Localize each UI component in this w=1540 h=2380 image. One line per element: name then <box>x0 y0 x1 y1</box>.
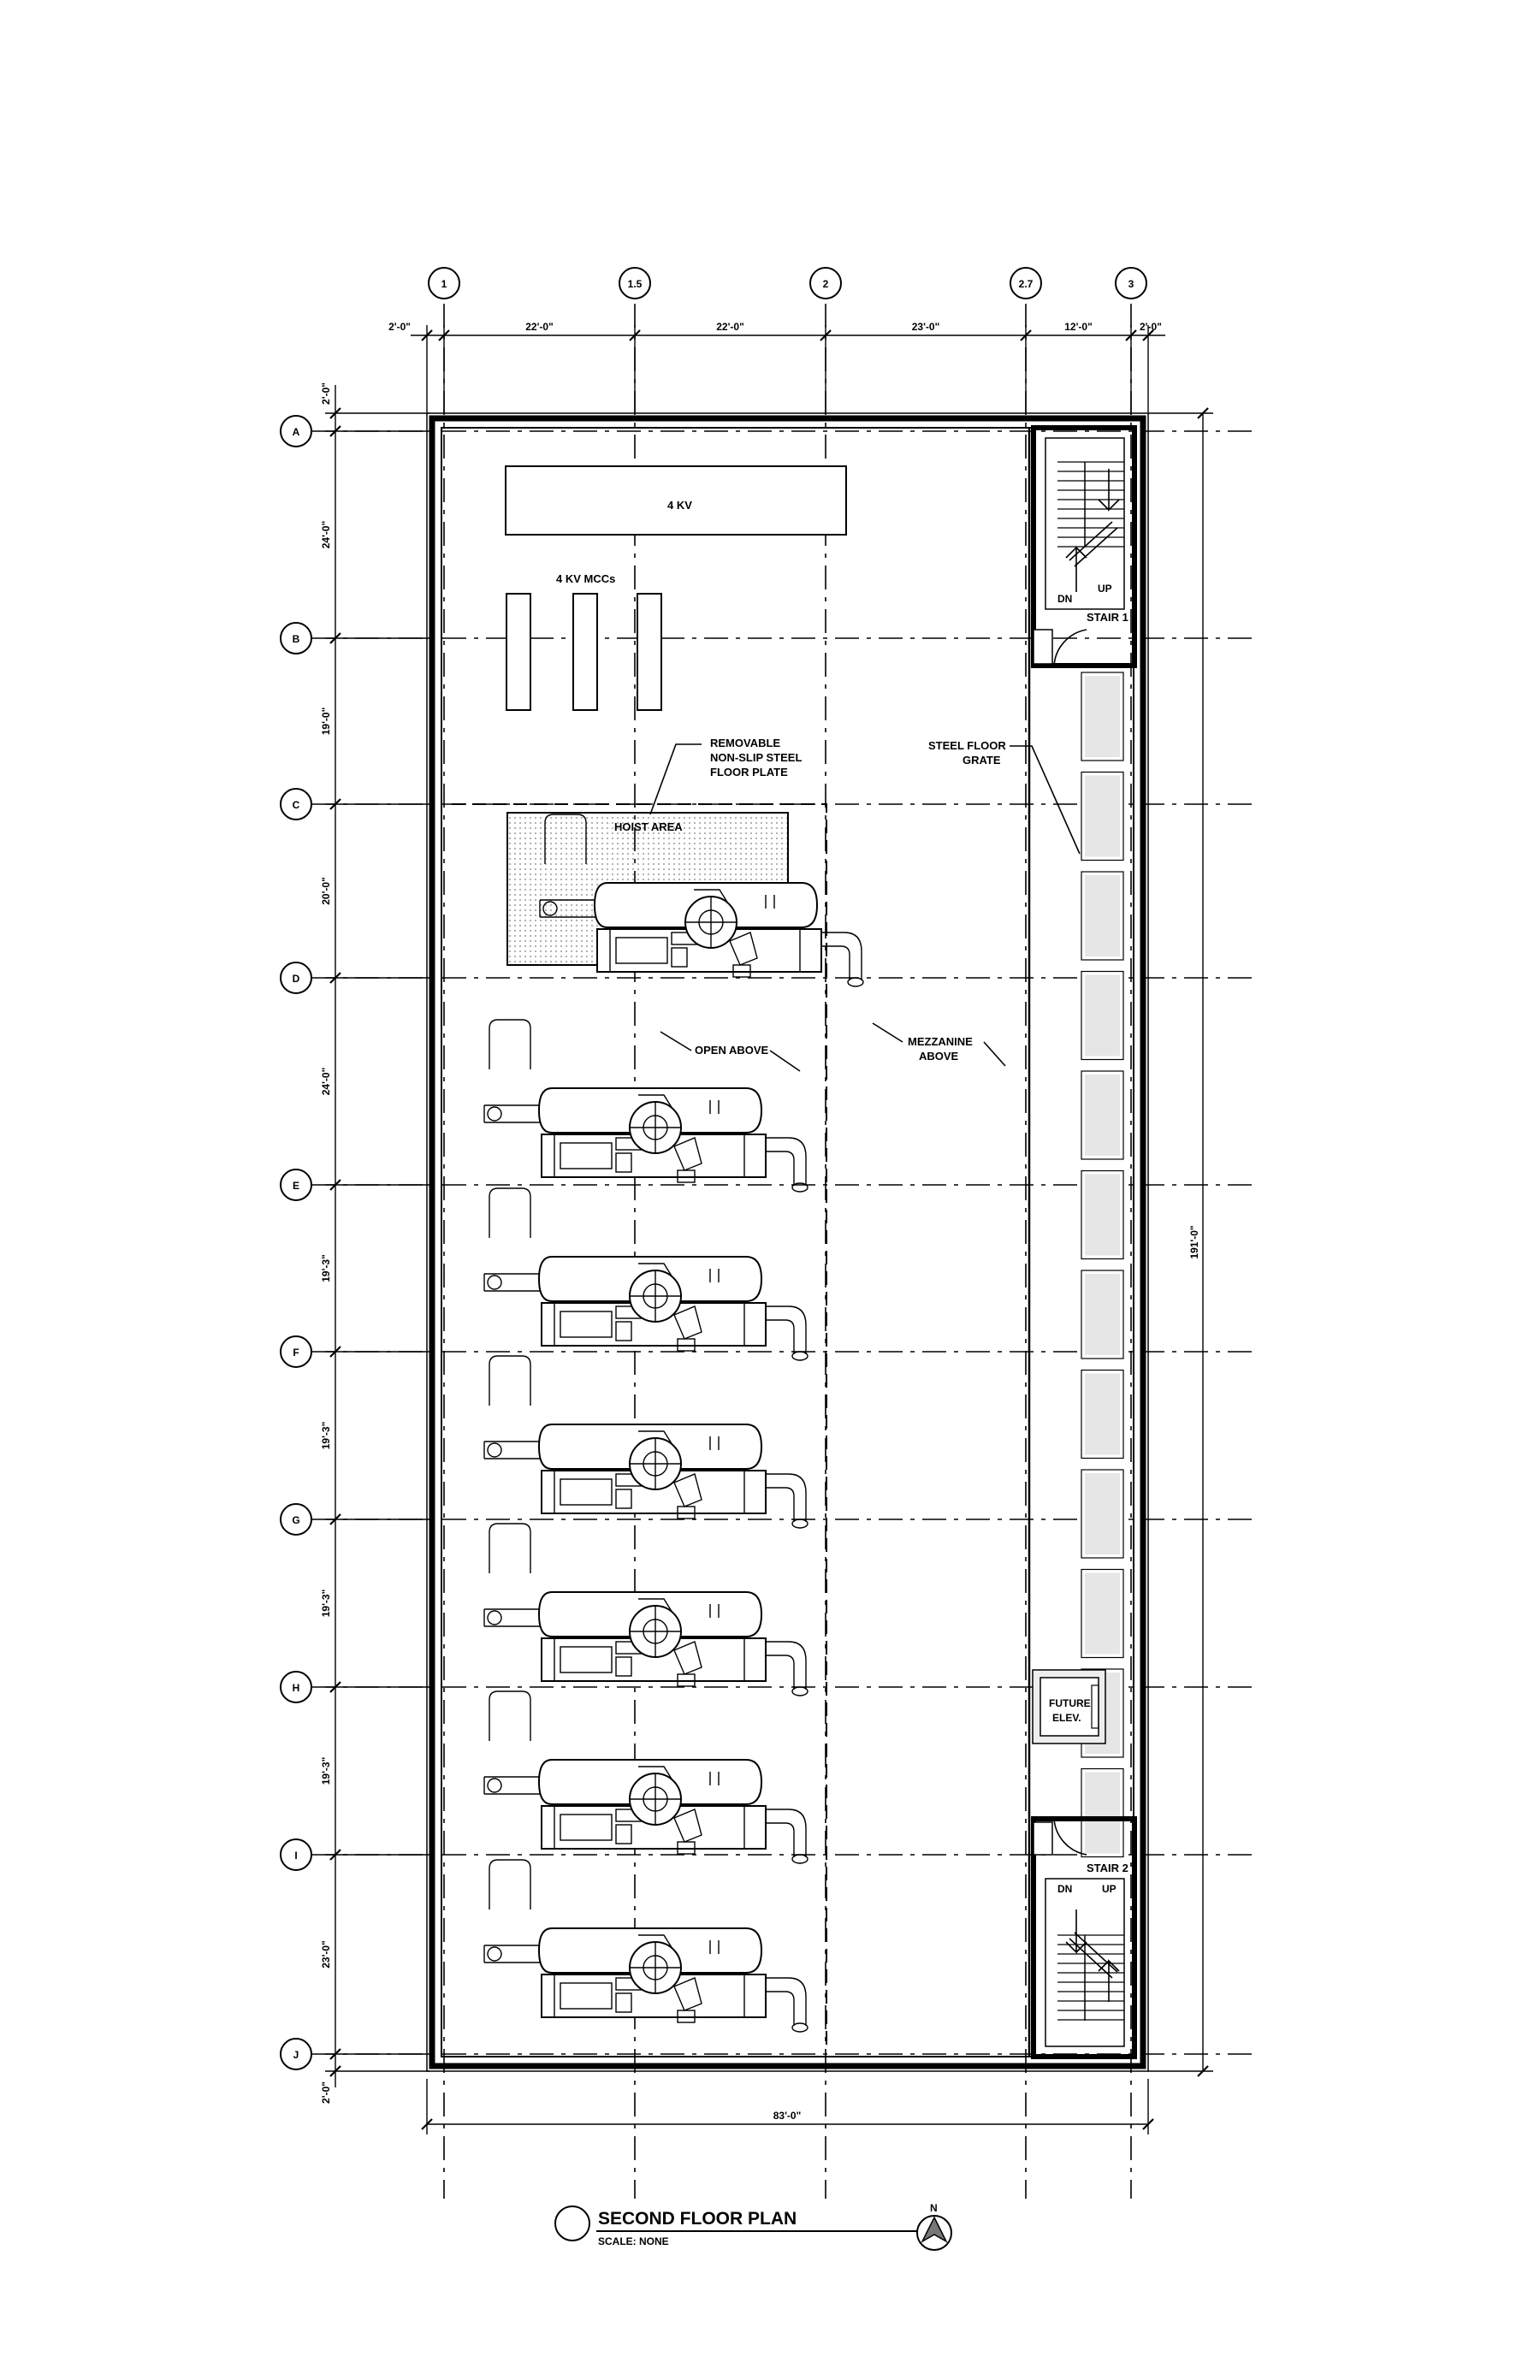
pump-units <box>484 1020 808 2032</box>
pump-unit <box>484 1691 808 1863</box>
elevator-label-line2: ELEV. <box>1052 1712 1081 1724</box>
pump-unit <box>484 1524 808 1696</box>
stair1-dn: DN <box>1057 593 1073 605</box>
grate-label-line1: STEEL FLOOR <box>928 739 1006 752</box>
grid-bubble-row <box>281 962 311 993</box>
stair2-dn: DN <box>1057 1883 1073 1895</box>
mcc-unit <box>506 594 530 710</box>
grid-bubble-label: 3 <box>1128 278 1134 290</box>
grate-panel <box>1081 672 1123 761</box>
dimension-lines <box>320 321 1213 2134</box>
future-elevator <box>1033 1670 1105 1744</box>
drawing-scale: SCALE: NONE <box>598 2235 669 2247</box>
grid-bubble-label: 2 <box>822 278 829 290</box>
grate-panel <box>1081 773 1123 861</box>
stair2-label: STAIR 2 <box>1087 1862 1128 1874</box>
hoist-area-label: HOIST AREA <box>614 820 683 833</box>
grate-panel <box>1081 872 1123 960</box>
grid-bubble-row <box>281 1839 311 1870</box>
grid-bubble-row <box>281 1504 311 1535</box>
mcc-unit <box>637 594 661 710</box>
grate-panel <box>1081 1371 1123 1459</box>
grid-bubble-row <box>281 1336 311 1367</box>
grate-panel <box>1081 1470 1123 1558</box>
grid-bubble-label: D <box>292 973 300 985</box>
dimension-text: 19'-3" <box>320 1254 332 1282</box>
drawing-title: SECOND FLOOR PLAN <box>598 2209 797 2229</box>
leader-line <box>1010 746 1080 854</box>
stair1-label: STAIR 1 <box>1087 611 1128 624</box>
grid-bubble-label: J <box>293 2049 299 2061</box>
stair2-up: UP <box>1102 1883 1116 1895</box>
pump-unit <box>484 1188 808 1360</box>
grate-panel <box>1081 1769 1123 1857</box>
overall-width-dimension: 83'-0" <box>773 2110 802 2122</box>
dimension-text: 19'-3" <box>320 1589 332 1618</box>
dimension-text: 24'-0" <box>320 1067 332 1096</box>
dimension-text: 2'-0" <box>1140 321 1162 333</box>
mcc-label: 4 KV MCCs <box>556 572 616 585</box>
floor-plate-note-line3: FLOOR PLATE <box>710 766 788 779</box>
grid-bubble-row <box>281 789 311 820</box>
grid-bubble-row <box>281 1672 311 1702</box>
grid-bubble-label: A <box>292 426 300 438</box>
title-block <box>555 2202 951 2250</box>
floor-plate-note-line1: REMOVABLE <box>710 737 781 749</box>
grid-bubble-label: F <box>293 1347 299 1359</box>
grate-panel <box>1081 1171 1123 1259</box>
grid-bubble-label: E <box>292 1180 300 1192</box>
pump-unit <box>484 1860 808 2032</box>
north-arrow-icon <box>917 2202 951 2250</box>
dimension-text: 23'-0" <box>320 1940 332 1969</box>
grid-bubble-label: C <box>292 799 300 811</box>
grid-bubble-col <box>1116 268 1146 299</box>
grate-label-line2: GRATE <box>962 754 1001 767</box>
floor-plate-note-line2: NON-SLIP STEEL <box>710 751 803 764</box>
grid-bubble-label: B <box>292 633 300 645</box>
overall-length-dimension: 191'-0" <box>1188 1225 1200 1259</box>
switchgear-label: 4 KV <box>667 499 692 512</box>
mezzanine-label-line1: MEZZANINE <box>908 1035 973 1048</box>
stair1-up: UP <box>1098 583 1112 595</box>
mcc-unit <box>573 594 597 710</box>
dimension-text: 20'-0" <box>320 877 332 905</box>
dimension-text: 2'-0" <box>320 2081 332 2104</box>
dimension-text: 19'-3" <box>320 1756 332 1785</box>
elevator-label-line1: FUTURE <box>1049 1697 1091 1709</box>
grate-panel <box>1081 972 1123 1060</box>
grid-bubble-col <box>810 268 841 299</box>
dimension-text: 19'-0" <box>320 707 332 736</box>
grid-bubble-col <box>429 268 459 299</box>
grid-bubble-row <box>281 623 311 654</box>
dimension-text: 2'-0" <box>320 382 332 405</box>
grate-panel <box>1081 1270 1123 1359</box>
grid-bubble-label: H <box>292 1682 300 1694</box>
grate-panel <box>1081 1071 1123 1159</box>
grid-bubble-label: I <box>294 1850 298 1862</box>
grid-bubble-label: 2.7 <box>1018 278 1034 290</box>
mezzanine-label-line2: ABOVE <box>919 1050 959 1063</box>
dimension-text: 23'-0" <box>911 321 940 333</box>
grid-bubble-label: G <box>292 1514 300 1526</box>
grid-bubble-col <box>1010 268 1041 299</box>
grid-bubble-row <box>281 416 311 447</box>
dimension-text: 22'-0" <box>716 321 744 333</box>
dimension-text: 22'-0" <box>525 321 554 333</box>
pump-unit <box>484 1356 808 1528</box>
dimension-text: 24'-0" <box>320 520 332 549</box>
dimension-text: 2'-0" <box>388 321 411 333</box>
grid-bubble-label: 1 <box>441 278 447 290</box>
grid-bubble-col <box>619 268 650 299</box>
grid-bubble-row <box>281 2039 311 2069</box>
dimension-text: 19'-3" <box>320 1421 332 1450</box>
open-above-label: OPEN ABOVE <box>695 1044 769 1057</box>
stair-1 <box>1034 428 1134 666</box>
grate-panel <box>1081 1570 1123 1658</box>
grid-bubble-label: 1.5 <box>627 278 643 290</box>
grid-bubble-row <box>281 1169 311 1200</box>
north-label: N <box>930 2202 938 2214</box>
dimension-text: 12'-0" <box>1064 321 1093 333</box>
